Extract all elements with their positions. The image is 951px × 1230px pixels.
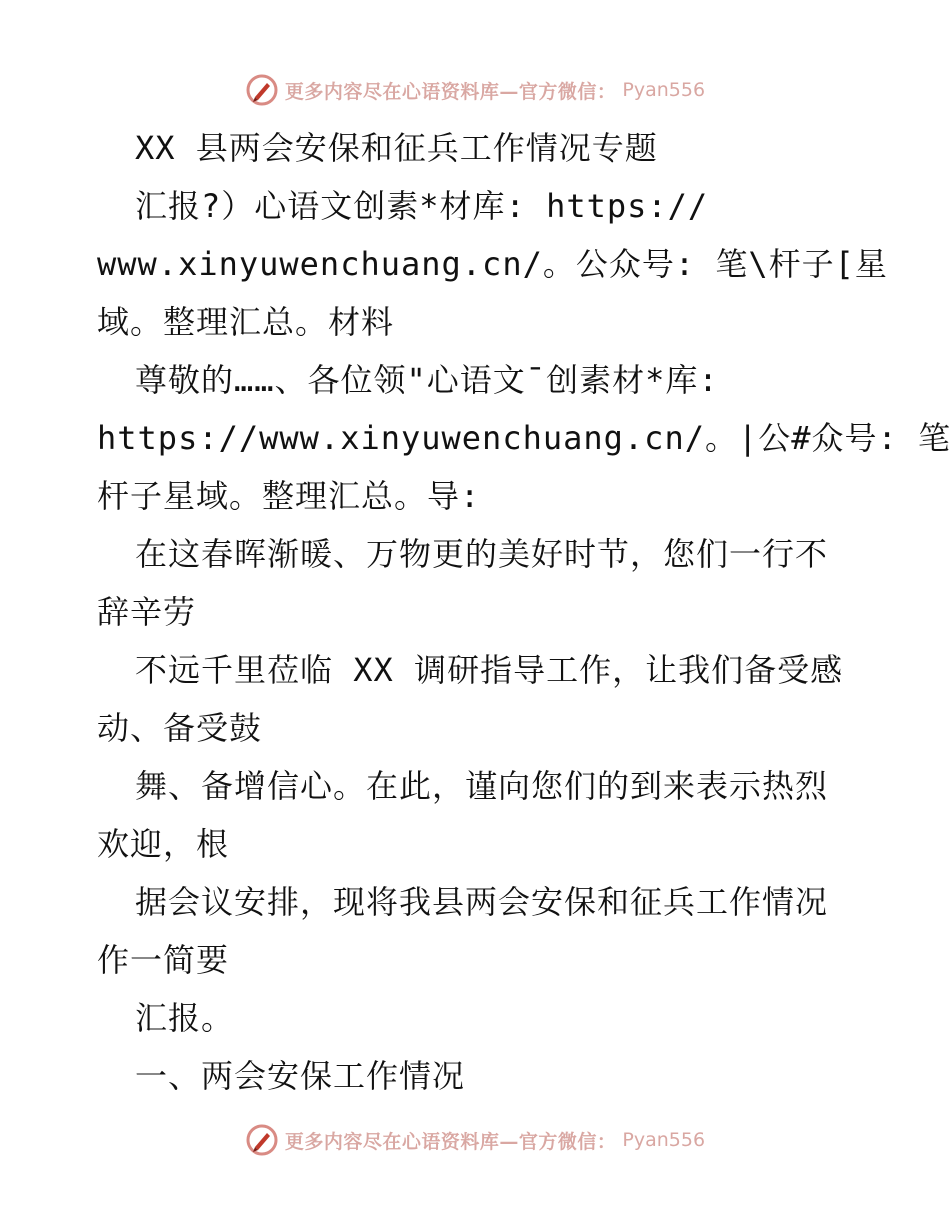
title-line-1: XX 县两会安保和征兵工作情况专题	[135, 129, 658, 167]
body-line: 舞、备增信心。在此，谨向您们的到来表示热烈	[135, 767, 829, 805]
header-wechat-id: Pyan556	[622, 79, 706, 101]
body-line: www.xinyuwenchuang.cn/。公众号: 笔\杆子[星	[97, 245, 888, 283]
pen-logo-icon	[245, 73, 279, 107]
body-line: 在这春晖渐暖、万物更的美好时节，您们一行不	[135, 535, 829, 573]
pen-logo-icon	[245, 1123, 279, 1157]
body-line: 欢迎，根	[97, 825, 230, 863]
body-line: 作一简要	[97, 941, 230, 979]
body-line: 汇报。	[135, 999, 235, 1037]
body-line: 尊敬的……、各位领"心语文¯创素材*库:	[135, 361, 719, 399]
body-line: 杆子星域。整理汇总。导:	[97, 477, 481, 515]
footer-banner	[0, 1120, 950, 1160]
body-line: 据会议安排，现将我县两会安保和征兵工作情况	[135, 883, 829, 921]
body-line: 域。整理汇总。材料	[97, 303, 395, 341]
header-banner	[0, 70, 950, 110]
body-line: https://www.xinyuwenchuang.cn/。|公#众号: 笔	[97, 419, 951, 457]
header-banner-text: 更多内容尽在心语资料库—官方微信：	[284, 80, 617, 103]
body-line: 汇报?）心语文创素*材库: https://	[135, 187, 709, 225]
body-line: 不远千里莅临 XX 调研指导工作，让我们备受感	[135, 651, 844, 689]
section-heading: 一、两会安保工作情况	[135, 1057, 466, 1095]
body-line: 辞辛劳	[97, 593, 197, 631]
footer-wechat-id: Pyan556	[622, 1129, 706, 1151]
footer-banner-text: 更多内容尽在心语资料库—官方微信：	[284, 1130, 617, 1153]
body-line: 动、备受鼓	[97, 709, 263, 747]
document-body	[97, 119, 951, 1105]
